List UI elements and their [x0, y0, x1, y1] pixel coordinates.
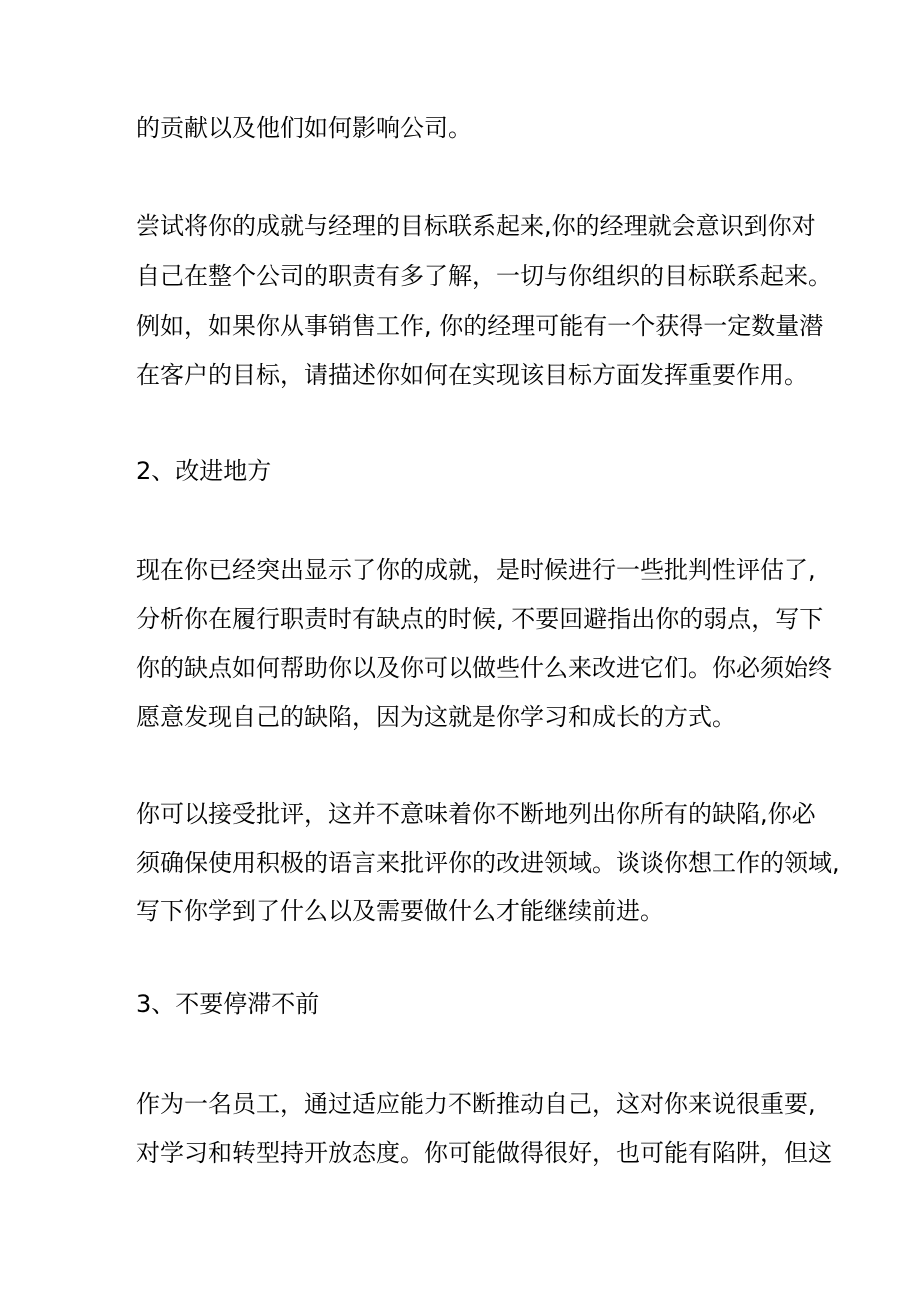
paragraph-line: 例如，如果你从事销售工作, 你的经理可能有一个获得一定数量潜 — [136, 312, 824, 340]
paragraph-line: 你的缺点如何帮助你以及你可以做些什么来改进它们。你必须始终 — [136, 654, 832, 682]
paragraph-line: 自己在整个公司的职责有多了解，一切与你组织的目标联系起来。 — [136, 262, 832, 290]
section-heading: 3、不要停滞不前 — [136, 990, 320, 1018]
paragraph-line: 现在你已经突出显示了你的成就，是时候进行一些批判性评估了, — [136, 556, 816, 584]
paragraph-line: 须确保使用积极的语言来批评你的改进领域。谈谈你想工作的领域, — [136, 849, 840, 877]
paragraph-line: 对学习和转型持开放态度。你可能做得很好，也可能有陷阱，但这 — [136, 1139, 832, 1167]
paragraph-line: 写下你学到了什么以及需要做什么才能继续前进。 — [136, 897, 664, 925]
paragraph-line: 在客户的目标，请描述你如何在实现该目标方面发挥重要作用。 — [136, 361, 808, 389]
paragraph-line: 作为一名员工，通过适应能力不断推动自己，这对你来说很重要, — [136, 1090, 816, 1118]
paragraph-line: 你可以接受批评，这并不意味着你不断地列出你所有的缺陷,你必 — [136, 800, 816, 828]
paragraph-line: 的贡献以及他们如何影响公司。 — [136, 114, 472, 142]
section-heading: 2、改进地方 — [136, 457, 272, 485]
paragraph-line: 愿意发现自己的缺陷，因为这就是你学习和成长的方式。 — [136, 703, 736, 731]
paragraph-line: 尝试将你的成就与经理的目标联系起来,你的经理就会意识到你对 — [136, 212, 816, 240]
paragraph-line: 分析你在履行职责时有缺点的时候, 不要回避指出你的弱点，写下 — [136, 605, 824, 633]
